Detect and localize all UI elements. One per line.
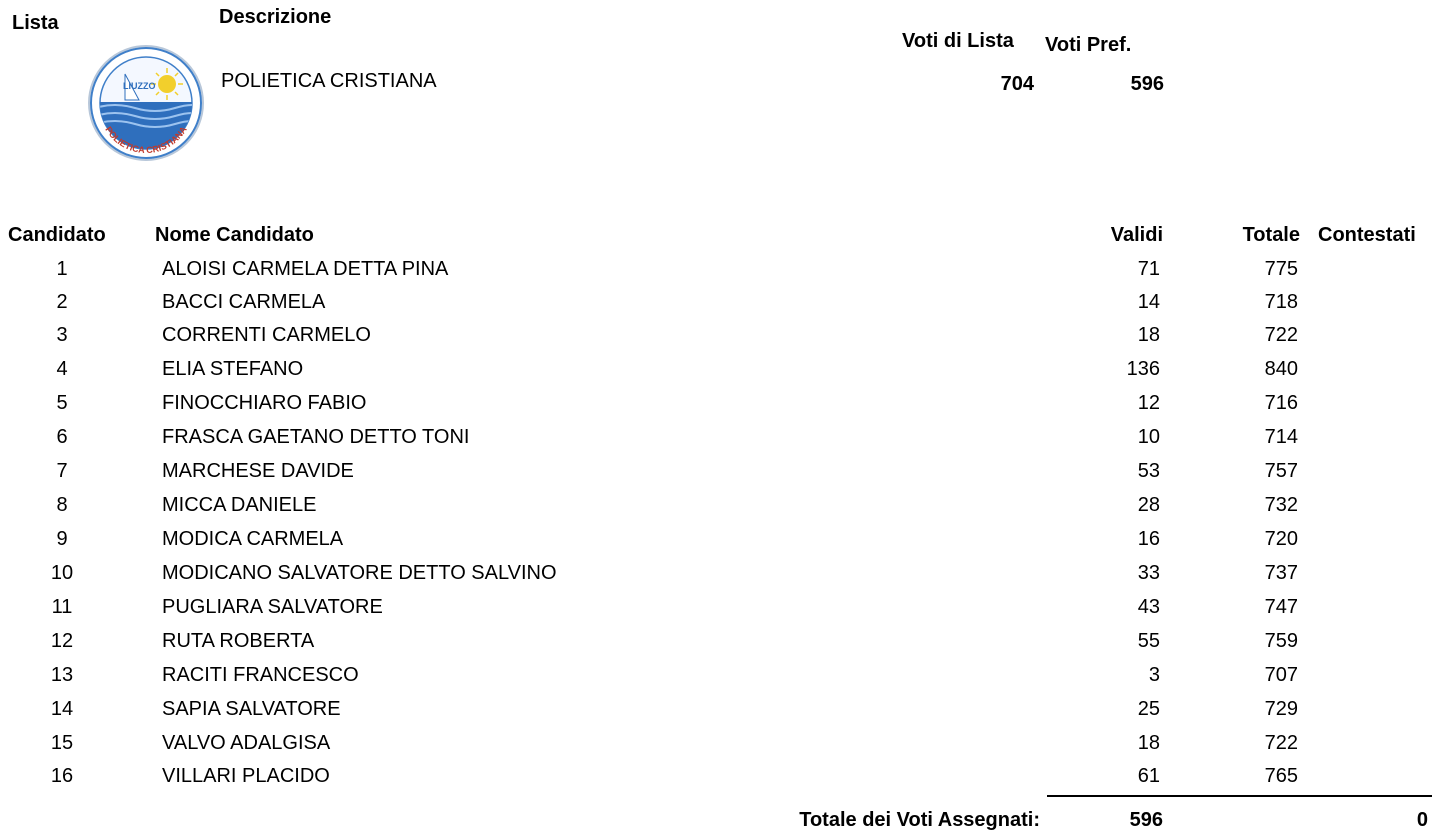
- candidate-number: 15: [50, 732, 74, 754]
- candidate-validi: 18: [1137, 732, 1160, 754]
- candidate-name: SAPIA SALVATORE: [162, 698, 341, 720]
- logo-ring-text: POLIETICA CRISTIANA: [103, 124, 189, 156]
- table-row: [0, 664, 1436, 697]
- candidate-totale: 775: [1264, 258, 1298, 280]
- candidate-number: 13: [50, 664, 74, 686]
- table-row: [0, 528, 1436, 561]
- voti-pref-header: Voti Pref.: [1045, 34, 1132, 56]
- total-divider: [1047, 795, 1432, 797]
- voti-lista-header: Voti di Lista: [902, 30, 1014, 52]
- candidate-totale: 729: [1264, 698, 1298, 720]
- party-voti-lista: 704: [1000, 73, 1034, 95]
- table-row: [0, 258, 1436, 291]
- candidate-name: MICCA DANIELE: [162, 494, 317, 516]
- candidate-validi: 12: [1137, 392, 1160, 414]
- candidate-validi: 10: [1137, 426, 1160, 448]
- candidate-name: BACCI CARMELA: [162, 291, 326, 313]
- candidate-validi: 18: [1137, 324, 1160, 346]
- candidate-name: FRASCA GAETANO DETTO TONI: [162, 426, 470, 448]
- candidate-totale: 732: [1264, 494, 1298, 516]
- candidate-totale: 707: [1264, 664, 1298, 686]
- candidate-number: 1: [56, 258, 68, 280]
- candidate-validi: 16: [1137, 528, 1160, 550]
- party-voti-pref: 596: [1130, 73, 1164, 95]
- candidate-totale: 716: [1264, 392, 1298, 414]
- candidate-number: 12: [50, 630, 74, 652]
- candidate-name: CORRENTI CARMELO: [162, 324, 371, 346]
- candidate-number: 11: [51, 596, 73, 618]
- candidate-totale: 759: [1264, 630, 1298, 652]
- candidate-validi: 55: [1137, 630, 1160, 652]
- candidate-validi: 71: [1137, 258, 1160, 280]
- table-row: [0, 392, 1436, 425]
- totale-column-header: Totale: [1242, 224, 1300, 246]
- candidate-number: 14: [50, 698, 74, 720]
- validi-column-header: Validi: [1110, 224, 1163, 246]
- candidate-name: PUGLIARA SALVATORE: [162, 596, 383, 618]
- candidate-totale: 757: [1264, 460, 1298, 482]
- candidate-totale: 737: [1264, 562, 1298, 584]
- table-row: [0, 562, 1436, 595]
- candidate-number: 4: [56, 358, 68, 380]
- table-row: [0, 765, 1436, 798]
- table-row: [0, 596, 1436, 629]
- table-row: [0, 291, 1436, 324]
- candidate-validi: 28: [1137, 494, 1160, 516]
- candidate-number: 2: [56, 291, 68, 313]
- candidate-number: 7: [56, 460, 68, 482]
- party-name: POLIETICA CRISTIANA: [221, 70, 437, 92]
- candidate-number: 6: [56, 426, 68, 448]
- candidate-name: MARCHESE DAVIDE: [162, 460, 354, 482]
- candidate-validi: 61: [1137, 765, 1160, 787]
- candidate-validi: 14: [1137, 291, 1160, 313]
- candidate-number: 8: [56, 494, 68, 516]
- candidate-name: ALOISI CARMELA DETTA PINA: [162, 258, 449, 280]
- candidate-totale: 714: [1264, 426, 1298, 448]
- candidate-name: FINOCCHIARO FABIO: [162, 392, 367, 414]
- candidate-number: 16: [50, 765, 74, 787]
- candidate-totale: 722: [1264, 324, 1298, 346]
- logo-top-text: LIUZZO: [123, 81, 156, 91]
- candidate-number: 5: [56, 392, 68, 414]
- party-logo-icon: [85, 44, 207, 162]
- table-row: [0, 630, 1436, 663]
- totals-validi: 596: [1129, 809, 1163, 831]
- candidate-name: MODICANO SALVATORE DETTO SALVINO: [162, 562, 557, 584]
- table-row: [0, 460, 1436, 493]
- lista-header: Lista: [12, 12, 59, 34]
- table-row: [0, 698, 1436, 731]
- table-row: [0, 324, 1436, 357]
- candidate-totale: 720: [1264, 528, 1298, 550]
- table-row: [0, 426, 1436, 459]
- candidate-totale: 840: [1264, 358, 1298, 380]
- candidate-name: VALVO ADALGISA: [162, 732, 331, 754]
- candidate-validi: 25: [1137, 698, 1160, 720]
- candidate-name: MODICA CARMELA: [162, 528, 344, 550]
- candidate-totale: 722: [1264, 732, 1298, 754]
- candidato-column-header: Candidato: [8, 224, 106, 246]
- candidate-name: RACITI FRANCESCO: [162, 664, 359, 686]
- table-row: [0, 494, 1436, 527]
- nome-candidato-column-header: Nome Candidato: [155, 224, 314, 246]
- table-row: [0, 358, 1436, 391]
- contestati-column-header: Contestati: [1318, 224, 1416, 246]
- candidate-totale: 718: [1264, 291, 1298, 313]
- candidate-number: 9: [56, 528, 68, 550]
- candidate-validi: 53: [1137, 460, 1160, 482]
- table-row: [0, 732, 1436, 765]
- totals-label: Totale dei Voti Assegnati:: [799, 809, 1040, 831]
- totals-contestati: 0: [1416, 809, 1428, 831]
- candidate-validi: 136: [1126, 358, 1160, 380]
- candidate-validi: 33: [1137, 562, 1160, 584]
- candidate-validi: 43: [1137, 596, 1160, 618]
- candidate-validi: 3: [1148, 664, 1160, 686]
- descrizione-header: Descrizione: [219, 6, 332, 28]
- candidate-number: 3: [56, 324, 68, 346]
- candidate-name: ELIA STEFANO: [162, 358, 304, 380]
- candidate-totale: 765: [1264, 765, 1298, 787]
- candidate-totale: 747: [1264, 596, 1298, 618]
- candidate-number: 10: [50, 562, 74, 584]
- candidate-name: RUTA ROBERTA: [162, 630, 315, 652]
- candidate-name: VILLARI PLACIDO: [162, 765, 330, 787]
